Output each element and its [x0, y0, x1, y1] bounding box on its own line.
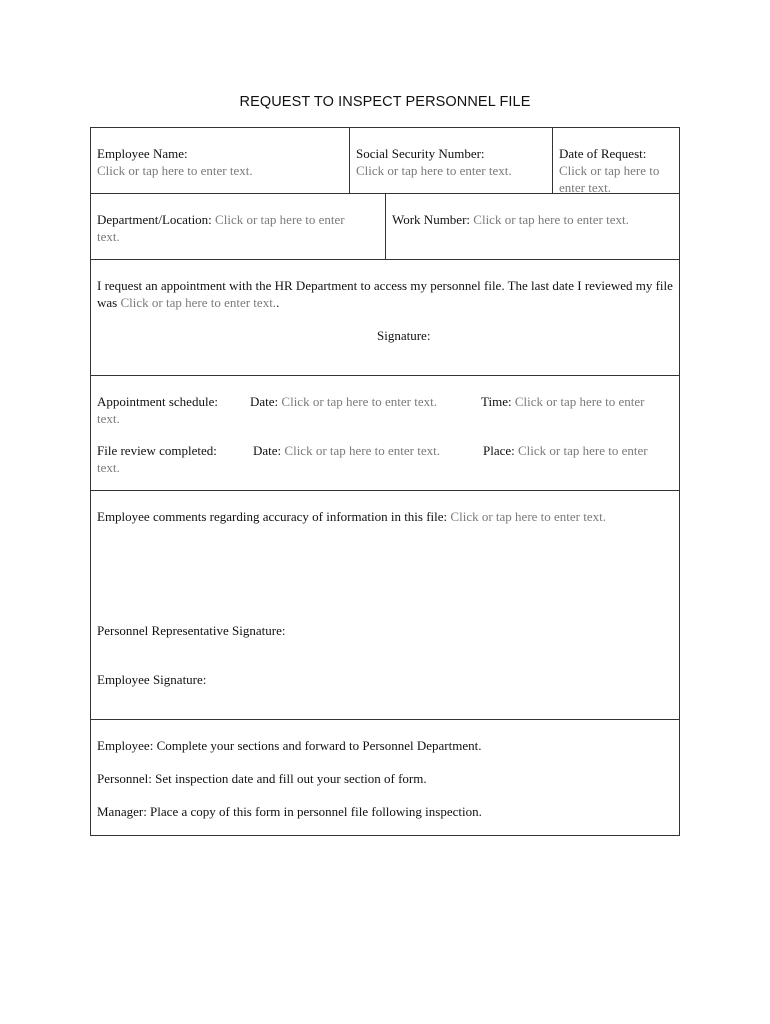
appointment-date-field[interactable]: Click or tap here to enter text. [281, 394, 437, 409]
department-field[interactable]: Click or tap here to enter text. [97, 212, 345, 244]
work-number-cell [385, 194, 679, 259]
review-place-field[interactable]: Click or tap here to enter text. [97, 443, 648, 475]
department-label: Department/Location: [97, 212, 212, 227]
row-comments [91, 491, 679, 720]
appointment-time-field[interactable]: Click or tap here to enter text. [97, 394, 645, 426]
ssn-cell [349, 128, 553, 193]
appointment-schedule-label: Appointment schedule: [97, 394, 218, 409]
comments [97, 508, 606, 525]
appointment-time-label: Time: [481, 394, 512, 409]
work-number-label: Work Number: [392, 212, 471, 227]
signature-label: Signature: [377, 328, 431, 343]
appointment-time [97, 393, 667, 427]
review-place [97, 442, 671, 476]
ssn-field[interactable]: Click or tap here to enter text. [356, 163, 512, 178]
review-date-label: Date: [253, 443, 282, 458]
instruction-manager: Manager: Place a copy of this form in personnel file following inspection. [97, 804, 482, 819]
request-form [90, 127, 680, 836]
ssn-label: Social Security Number: [356, 146, 485, 161]
date-of-request-cell [552, 128, 679, 193]
date-of-request-field[interactable]: Click or tap here to enter text. [559, 163, 660, 195]
work-number-field[interactable]: Click or tap here to enter text. [473, 212, 629, 227]
form-title: REQUEST TO INSPECT PERSONNEL FILE [239, 94, 531, 110]
file-review-label: File review completed: [97, 443, 217, 458]
request-tail: . [276, 295, 280, 310]
date-of-request-label: Date of Request: [559, 146, 647, 161]
row-employee-info [91, 128, 679, 194]
review-date-field[interactable]: Click or tap here to enter text. [284, 443, 440, 458]
appointment-date-label: Date: [250, 394, 279, 409]
row-department [91, 194, 679, 260]
request-statement [97, 277, 677, 311]
request-text: I request an appointment with the HR Department to access my personnel file. The last date I reviewed my file was [97, 278, 673, 310]
last-review-date-field[interactable]: Click or tap here to enter text. [120, 295, 277, 310]
comments-label: Employee comments regarding accuracy of information in this file: [97, 509, 448, 524]
comments-field[interactable]: Click or tap here to enter text. [450, 509, 607, 524]
review-place-label: Place: [483, 443, 515, 458]
row-instructions [91, 720, 679, 835]
employee-name-field[interactable]: Click or tap here to enter text. [97, 163, 253, 178]
employee-signature-label: Employee Signature: [97, 672, 207, 687]
instruction-personnel: Personnel: Set inspection date and fill out your section of form. [97, 771, 427, 786]
department-cell [91, 194, 386, 259]
employee-name-label: Employee Name: [97, 146, 188, 161]
row-request [91, 260, 679, 376]
row-schedule [91, 376, 679, 491]
instruction-employee: Employee: Complete your sections and forward to Personnel Department. [97, 738, 482, 753]
rep-signature-label: Personnel Representative Signature: [97, 623, 286, 638]
employee-name-cell [91, 128, 350, 193]
